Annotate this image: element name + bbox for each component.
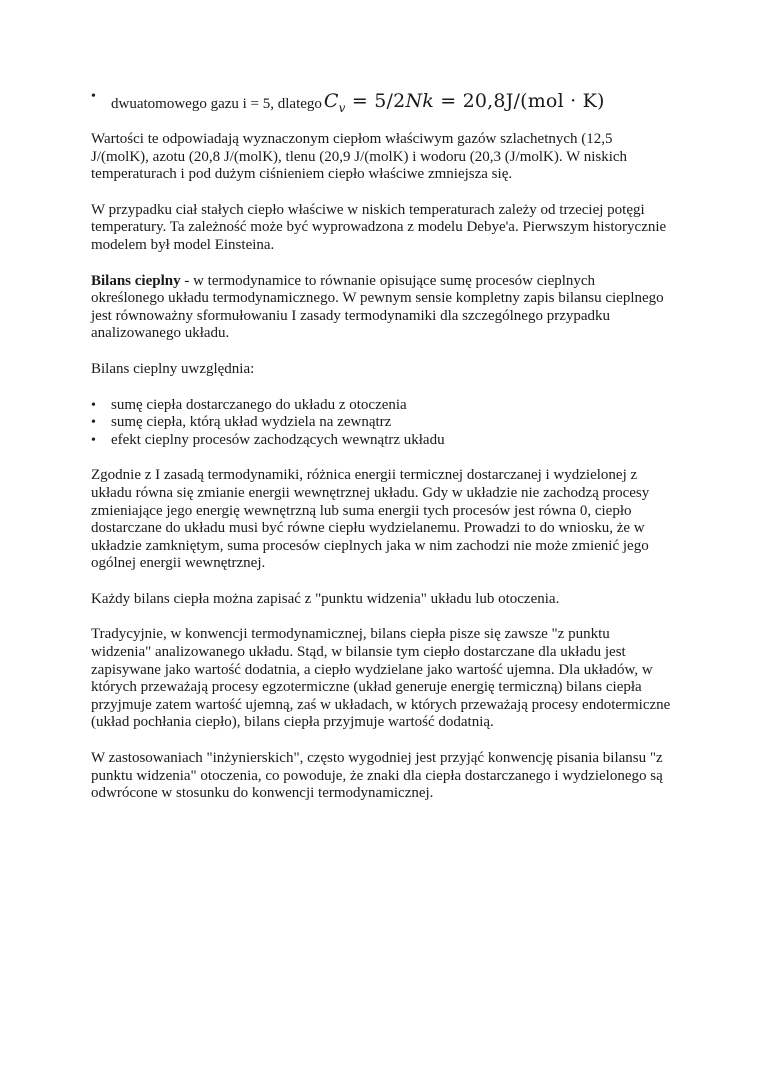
- balance-items-list: [91, 397, 671, 450]
- document-body: [91, 88, 671, 803]
- intro-list: [91, 88, 671, 114]
- heat-capacity-formula: $C_v = 5/2Nk = 20,8J/(mol \cdot K)$: [323, 89, 605, 115]
- term-heat-balance: Bilans cieplny: [91, 272, 181, 289]
- list-item: • sumę ciepła dostarczanego do układu z otoczenia: [91, 397, 671, 415]
- paragraph-first-law: Zgodnie z I zasadą termodynamiki, różnica energii termicznej dostarczanej i wydzielonej z układu równa się zmianie energii wewnętrznej układu. Gdy w układzie nie zachodzą procesy zmieniające jego energię wewnętrzną lub suma energii tych procesów jest równa 0, ciepło dostarczane do układu musi być równe ciepłu wydzielanemu. Prowadzi to do wniosku, że w układzie zamkniętym, suma procesów cieplnych jaka w nim zachodzi nie może zmienić jego ogólnej energii wewnętrznej.: [91, 467, 650, 572]
- paragraph-thermodynamic-convention: Tradycyjnie, w konwencji termodynamicznej, bilans ciepła pisze się zawsze "z punktu widzenia" analizowanego układu. Stąd, w bilansie tym ciepło dostarczane dla układu jest zapisywane jako wartość dodatnia, a ciepło wydzielane jako wartość ujemna. Dla układów, w których przeważają procesy egzotermiczne (układ generuje energię termiczną) bilans ciepła przyjmuje zatem wartość ujemną, zaś w układach, w których przeważają procesy endotermiczne (układ pochłania ciepło), bilans ciepła przyjmuje wartość dodatnią.: [91, 626, 671, 731]
- paragraph-engineering-convention: W zastosowaniach "inżynierskich", często wygodniej jest przyjąć konwencję pisania bilansu "z punktu widzenia" otoczenia, co powoduje, że znaki dla ciepła dostarczanego i wydzielonego są odwrócone w stosunku do konwencji termodynamicznej.: [91, 750, 663, 802]
- paragraph-point-of-view: Każdy bilans ciepła można zapisać z "punktu widzenia" układu lub otoczenia.: [91, 590, 560, 607]
- intro-bullet-text: • dwuatomowego gazu i = 5, dlatego: [111, 96, 322, 113]
- paragraph-heat-balance-definition: [91, 273, 671, 343]
- definition-text: - w termodynamice to równanie opisujące sumę procesów cieplnych określonego układu termodynamicznego. W pewnym sensie kompletny zapis bilansu cieplnego jest równoważny sformułowaniu I zasady termodynamiki dla szczególnego przypadku analizowanego układu.: [91, 272, 664, 342]
- list-item: • sumę ciepła, którą układ wydziela na zewnątrz: [91, 414, 671, 432]
- paragraph-balance-includes: Bilans cieplny uwzględnia:: [91, 360, 255, 377]
- paragraph-noble-gases: Wartości te odpowiadają wyznaczonym ciepłom właściwym gazów szlachetnych (12,5 J/(molK), azotu (20,8 J/(molK), tlenu (20,9 J/(molK) i wodoru (20,3 (J/molK). W niskich temperaturach i pod dużym ciśnieniem ciepło właściwe zmniejsza się.: [91, 131, 628, 183]
- list-item: [91, 88, 671, 114]
- list-item: • efekt cieplny procesów zachodzących wewnątrz układu: [91, 432, 671, 450]
- paragraph-solids: W przypadku ciał stałych ciepło właściwe w niskich temperaturach zależy od trzeciej potęgi temperatury. Ta zależność może być wyprowadzona z modelu Debye'a. Pierwszym historycznie modelem był model Einsteina.: [91, 201, 667, 253]
